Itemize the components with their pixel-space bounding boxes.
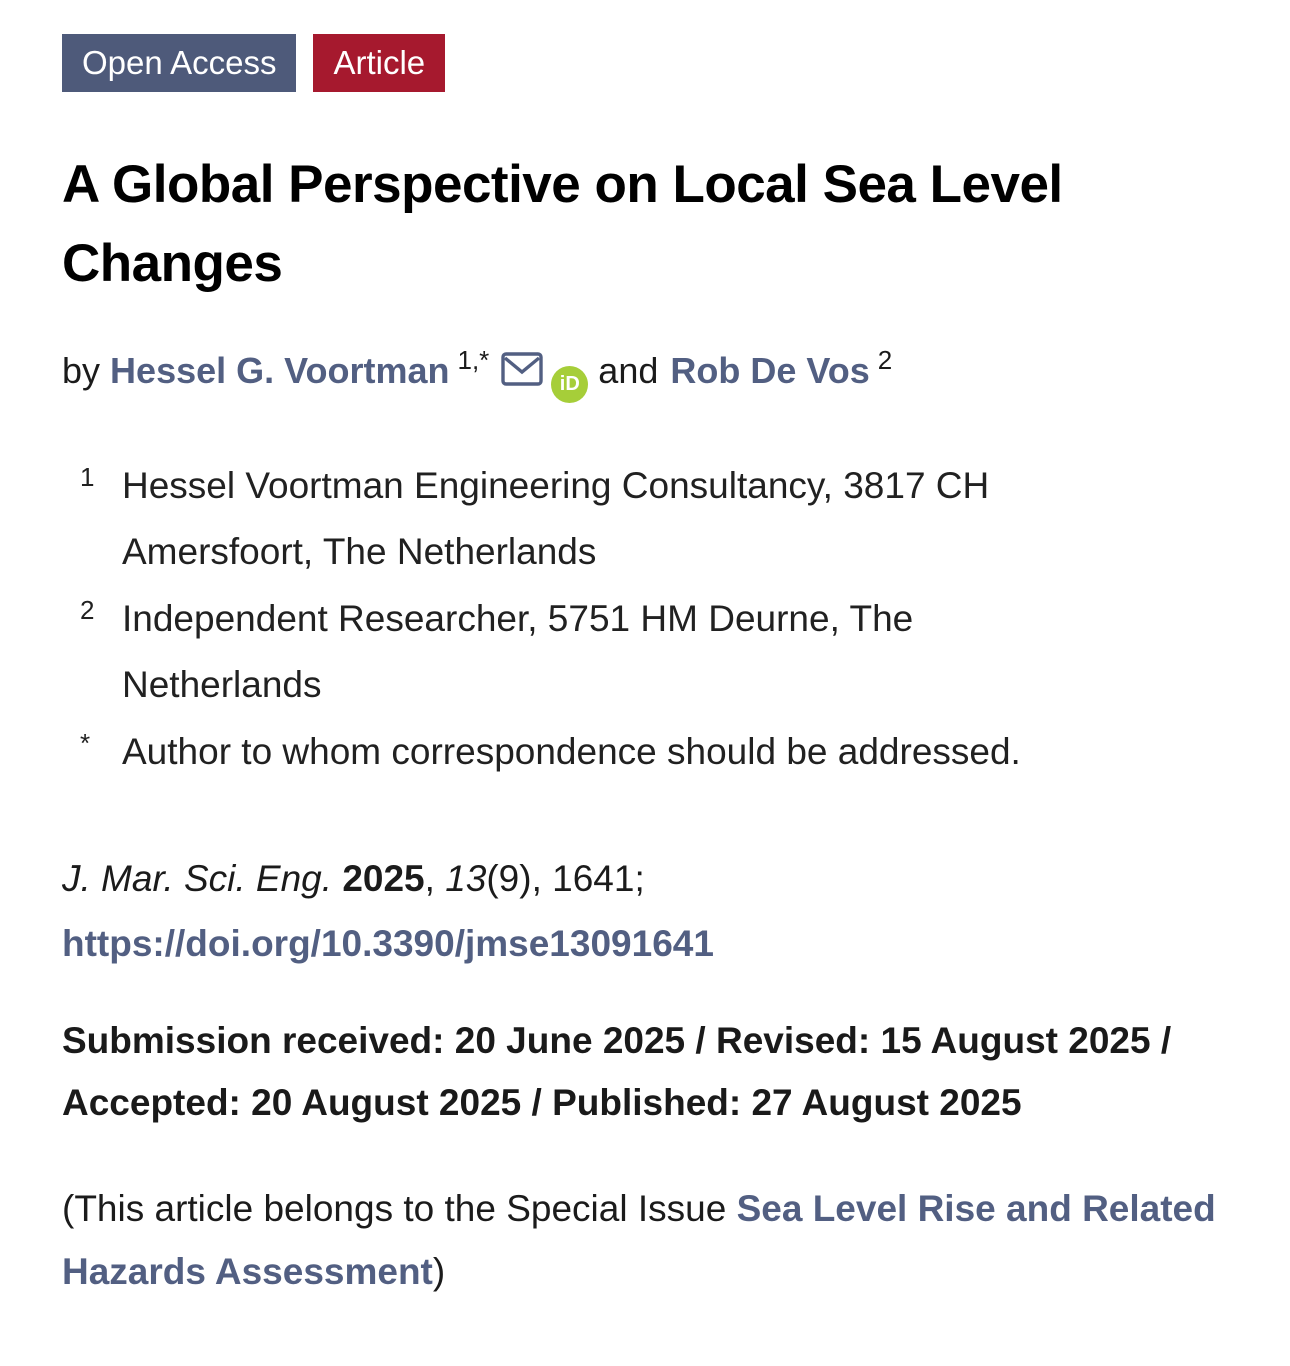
author-link-voortman[interactable]: Hessel G. Voortman xyxy=(110,349,450,391)
special-issue-prefix: (This article belongs to the Special Issue xyxy=(62,1188,727,1230)
affiliation-text-2: Independent Researcher, 5751 HM Deurne, The Netherlands xyxy=(122,597,914,706)
doi-link[interactable]: https://doi.org/10.3390/jmse13091641 xyxy=(62,922,714,964)
affiliation-item-corresponding xyxy=(62,719,1232,786)
accepted-date: Accepted: 20 August 2025 / xyxy=(62,1081,542,1123)
open-access-badge: Open Access xyxy=(62,34,296,92)
submission-history xyxy=(62,1010,1232,1134)
published-date: Published: 27 August 2025 xyxy=(552,1081,1022,1123)
author-link-devos[interactable]: Rob De Vos xyxy=(670,349,870,391)
affiliation-text-1: Hessel Voortman Engineering Consultancy, 3817 CH Amersfoort, The Netherlands xyxy=(122,464,990,573)
special-issue-suffix: ) xyxy=(432,1250,446,1292)
citation-separator: , xyxy=(424,857,435,899)
citation-year: 2025 xyxy=(342,857,425,899)
journal-citation xyxy=(62,846,1232,976)
and-label: and xyxy=(598,349,659,391)
corresponding-author-note: Author to whom correspondence should be addressed. xyxy=(122,730,1021,772)
citation-issue-pages: (9), 1641; xyxy=(486,857,645,899)
article-type-badge: Article xyxy=(313,34,445,92)
page-title: A Global Perspective on Local Sea Level Changes xyxy=(62,154,1063,293)
special-issue-link[interactable]: Sea Level Rise and Related Hazards Assessment xyxy=(62,1188,1216,1292)
affiliation-marker-1: 1 xyxy=(80,461,95,492)
orcid-icon-label: iD xyxy=(559,372,580,395)
affiliation-list xyxy=(62,453,1232,786)
orcid-icon[interactable] xyxy=(551,366,588,403)
affiliation-marker-2: 2 xyxy=(80,594,95,625)
badge-row xyxy=(62,34,1232,92)
citation-volume: 13 xyxy=(445,857,487,899)
special-issue-note xyxy=(62,1178,1232,1304)
by-label: by xyxy=(62,349,101,391)
author-byline xyxy=(62,344,1232,403)
affiliation-marker-asterisk: * xyxy=(80,727,91,758)
author1-affiliation-superscript: 1,* xyxy=(457,344,490,375)
email-icon[interactable] xyxy=(501,348,543,393)
affiliation-item-2 xyxy=(62,586,1232,719)
journal-abbreviation: J. Mar. Sci. Eng. xyxy=(62,857,333,899)
revised-date: Revised: 15 August 2025 / xyxy=(715,1019,1172,1061)
affiliation-item-1 xyxy=(62,453,1232,586)
author2-affiliation-superscript: 2 xyxy=(877,344,893,375)
submission-received-date: Submission received: 20 June 2025 / xyxy=(62,1019,706,1061)
